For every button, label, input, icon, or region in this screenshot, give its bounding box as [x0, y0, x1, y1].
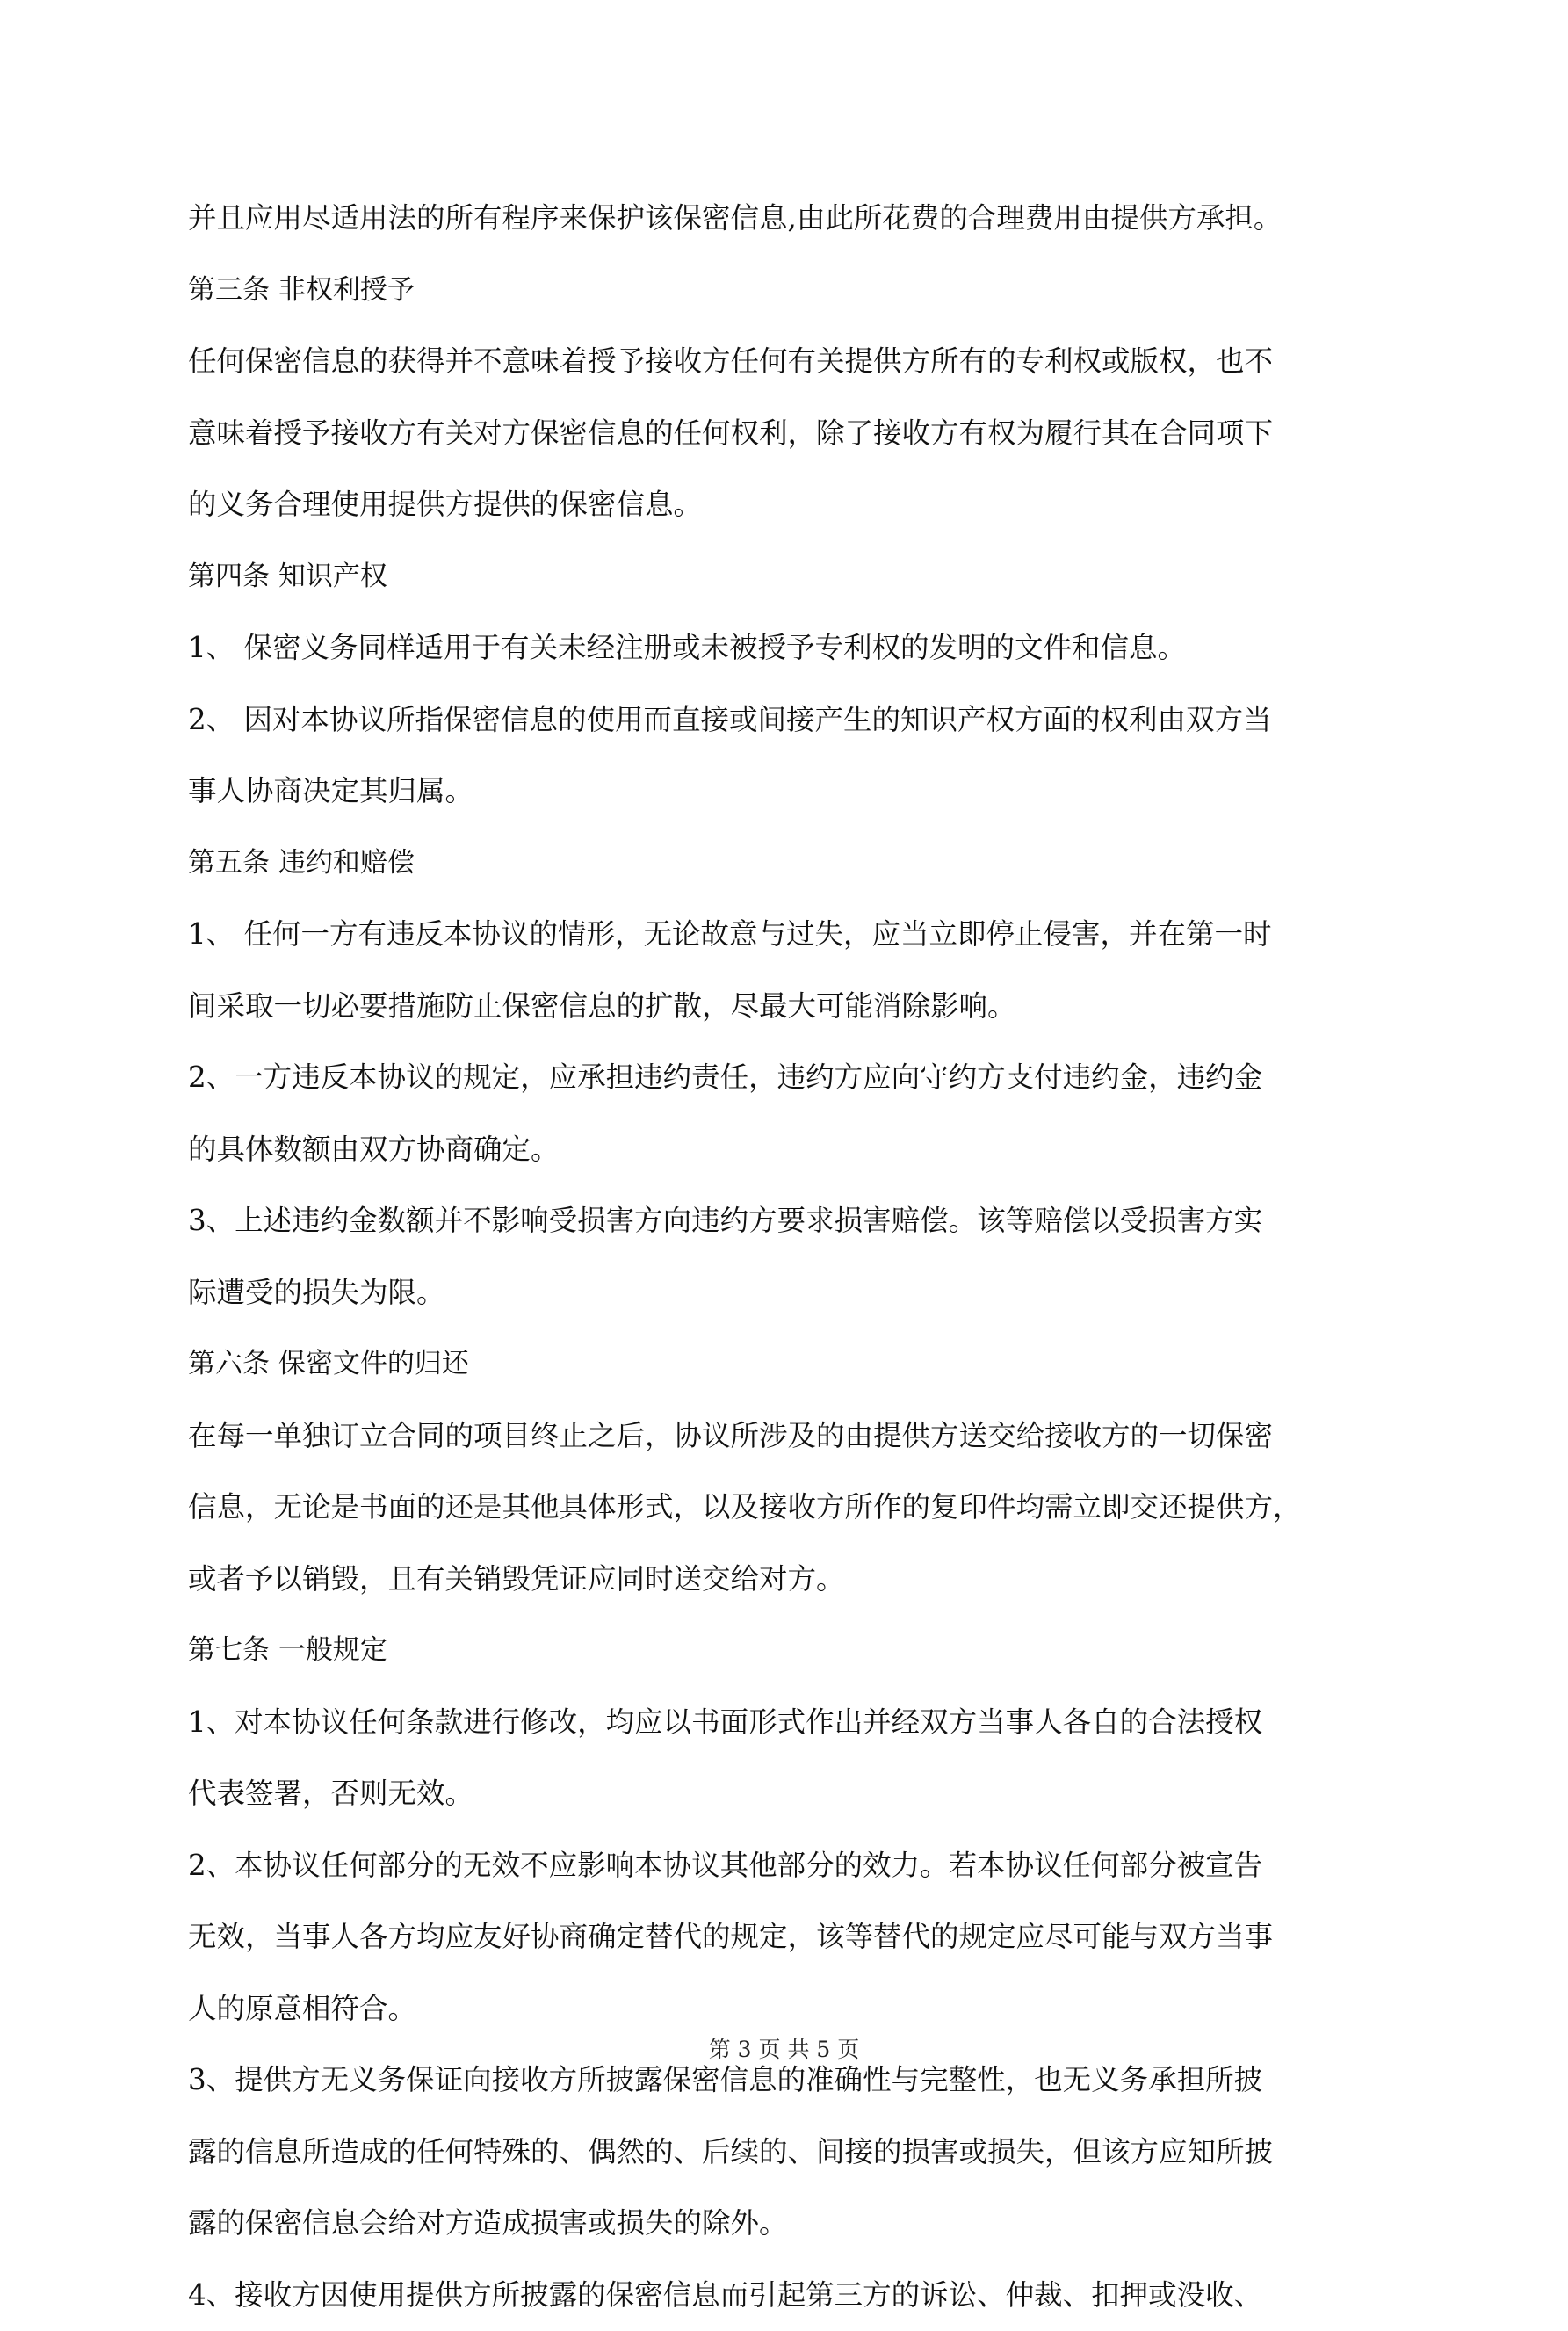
text-line: 2、本协议任何部分的无效不应影响本协议其他部分的效力。若本协议任何部分被宣告 — [188, 1830, 1411, 1902]
text-line: 事人协商决定其归属。 — [188, 756, 1411, 828]
section-heading-article-7: 第七条 一般规定 — [188, 1615, 1411, 1687]
text-line: 代表签署，否则无效。 — [188, 1758, 1411, 1830]
text-line: 无效，当事人各方均应友好协商确定替代的规定，该等替代的规定应尽可能与双方当事 — [188, 1901, 1411, 1973]
text-line: 并且应用尽适用法的所有程序来保护该保密信息,由此所花费的合理费用由提供方承担。 — [188, 183, 1411, 255]
text-line: 际遭受的损失为限。 — [188, 1257, 1411, 1329]
page-footer: 第 3 页 共 5 页 — [0, 2032, 1568, 2067]
text-line: 人的原意相符合。 — [188, 1973, 1411, 2045]
text-line: 的义务合理使用提供方提供的保密信息。 — [188, 469, 1411, 541]
document-body — [188, 183, 1411, 2331]
text-line: 信息，无论是书面的还是其他具体形式，以及接收方所作的复印件均需立即交还提供方， — [188, 1472, 1411, 1544]
text-line: 在每一单独订立合同的项目终止之后，协议所涉及的由提供方送交给接收方的一切保密 — [188, 1401, 1411, 1473]
section-heading-article-5: 第五条 违约和赔偿 — [188, 828, 1411, 900]
text-line: 1、 任何一方有违反本协议的情形，无论故意与过失，应当立即停止侵害，并在第一时 — [188, 899, 1411, 971]
text-line: 或者予以销毁，且有关销毁凭证应同时送交给对方。 — [188, 1544, 1411, 1616]
text-line: 露的信息所造成的任何特殊的、偶然的、后续的、间接的损害或损失，但该方应知所披 — [188, 2117, 1411, 2189]
text-line: 意味着授予接收方有关对方保密信息的任何权利，除了接收方有权为履行其在合同项下 — [188, 398, 1411, 470]
text-line: 3、上述违约金数额并不影响受损害方向违约方要求损害赔偿。该等赔偿以受损害方实 — [188, 1185, 1411, 1257]
text-line: 任何保密信息的获得并不意味着授予接收方任何有关提供方所有的专利权或版权，也不 — [188, 326, 1411, 398]
text-line: 2、 因对本协议所指保密信息的使用而直接或间接产生的知识产权方面的权利由双方当 — [188, 684, 1411, 756]
section-heading-article-3: 第三条 非权利授予 — [188, 255, 1411, 327]
text-line: 4、接收方因使用提供方所披露的保密信息而引起第三方的诉讼、仲裁、扣押或没收、 — [188, 2260, 1411, 2331]
text-line: 2、一方违反本协议的规定，应承担违约责任，违约方应向守约方支付违约金，违约金 — [188, 1042, 1411, 1114]
text-line: 露的保密信息会给对方造成损害或损失的除外。 — [188, 2188, 1411, 2260]
text-line: 3、提供方无义务保证向接收方所披露保密信息的准确性与完整性，也无义务承担所披 — [188, 2045, 1411, 2117]
text-line: 间采取一切必要措施防止保密信息的扩散，尽最大可能消除影响。 — [188, 971, 1411, 1043]
text-line: 1、对本协议任何条款进行修改，均应以书面形式作出并经双方当事人各自的合法授权 — [188, 1687, 1411, 1759]
section-heading-article-4: 第四条 知识产权 — [188, 541, 1411, 613]
text-line: 1、 保密义务同样适用于有关未经注册或未被授予专利权的发明的文件和信息。 — [188, 612, 1411, 684]
text-line: 的具体数额由双方协商确定。 — [188, 1114, 1411, 1186]
section-heading-article-6: 第六条 保密文件的归还 — [188, 1328, 1411, 1401]
